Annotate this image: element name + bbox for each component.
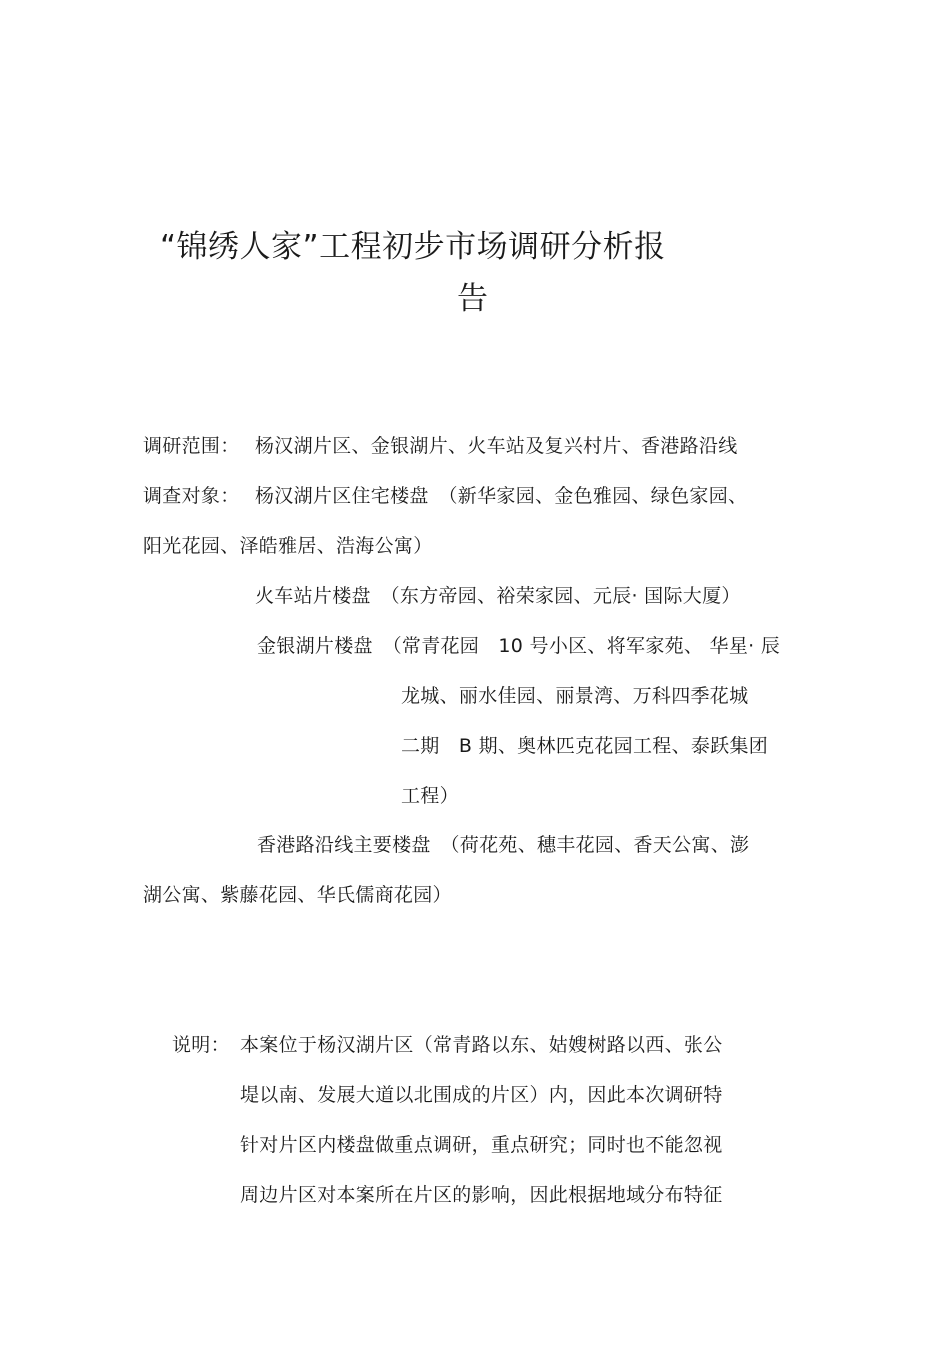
scope-value: 杨汉湖片区、金银湖片、火车站及复兴村片、香港路沿线 xyxy=(255,435,738,457)
objects-hongkong-road-line-2: 湖公寓、紫藤花园、华氏儒商花园） xyxy=(143,884,452,906)
objects-yanghanhu-line-1: 杨汉湖片区住宅楼盘 （新华家园、金色雅园、绿色家园、 xyxy=(255,485,748,507)
note-line-2: 堤以南、发展大道以北围成的片区）内，因此本次调研特 xyxy=(240,1084,723,1106)
note-line-3: 针对片区内楼盘做重点调研，重点研究；同时也不能忽视 xyxy=(240,1134,723,1156)
objects-hongkong-road-line-1: 香港路沿线主要楼盘 （荷花苑、穗丰花园、香天公寓、澎 xyxy=(257,834,750,856)
objects-train-station: 火车站片楼盘 （东方帝园、裕荣家园、元辰· 国际大厦） xyxy=(255,585,741,607)
objects-jinyinhu-line-4: 工程） xyxy=(401,785,459,807)
note-line-1: 本案位于杨汉湖片区（常青路以东、姑嫂树路以西、张公 xyxy=(240,1034,723,1056)
objects-jinyinhu-line-2: 龙城、丽水佳园、丽景湾、万科四季花城 xyxy=(401,685,749,707)
document-title-line-1: “锦绣人家”工程初步市场调研分析报 xyxy=(160,229,666,265)
objects-label: 调查对象： xyxy=(143,485,240,507)
objects-yanghanhu-line-2: 阳光花园、泽皓雅居、浩海公寓） xyxy=(143,535,433,557)
note-label: 说明： xyxy=(172,1034,230,1056)
objects-jinyinhu-line-3: 二期 B 期、奥林匹克花园工程、泰跃集团 xyxy=(401,735,769,757)
objects-jinyinhu-line-1: 金银湖片楼盘 （常青花园 10 号小区、将军家苑、 华星· 辰 xyxy=(257,635,781,657)
note-line-4: 周边片区对本案所在片区的影响，因此根据地域分布特征 xyxy=(240,1184,723,1206)
scope-label: 调研范围： xyxy=(143,435,240,457)
document-title-line-2: 告 xyxy=(457,281,489,317)
